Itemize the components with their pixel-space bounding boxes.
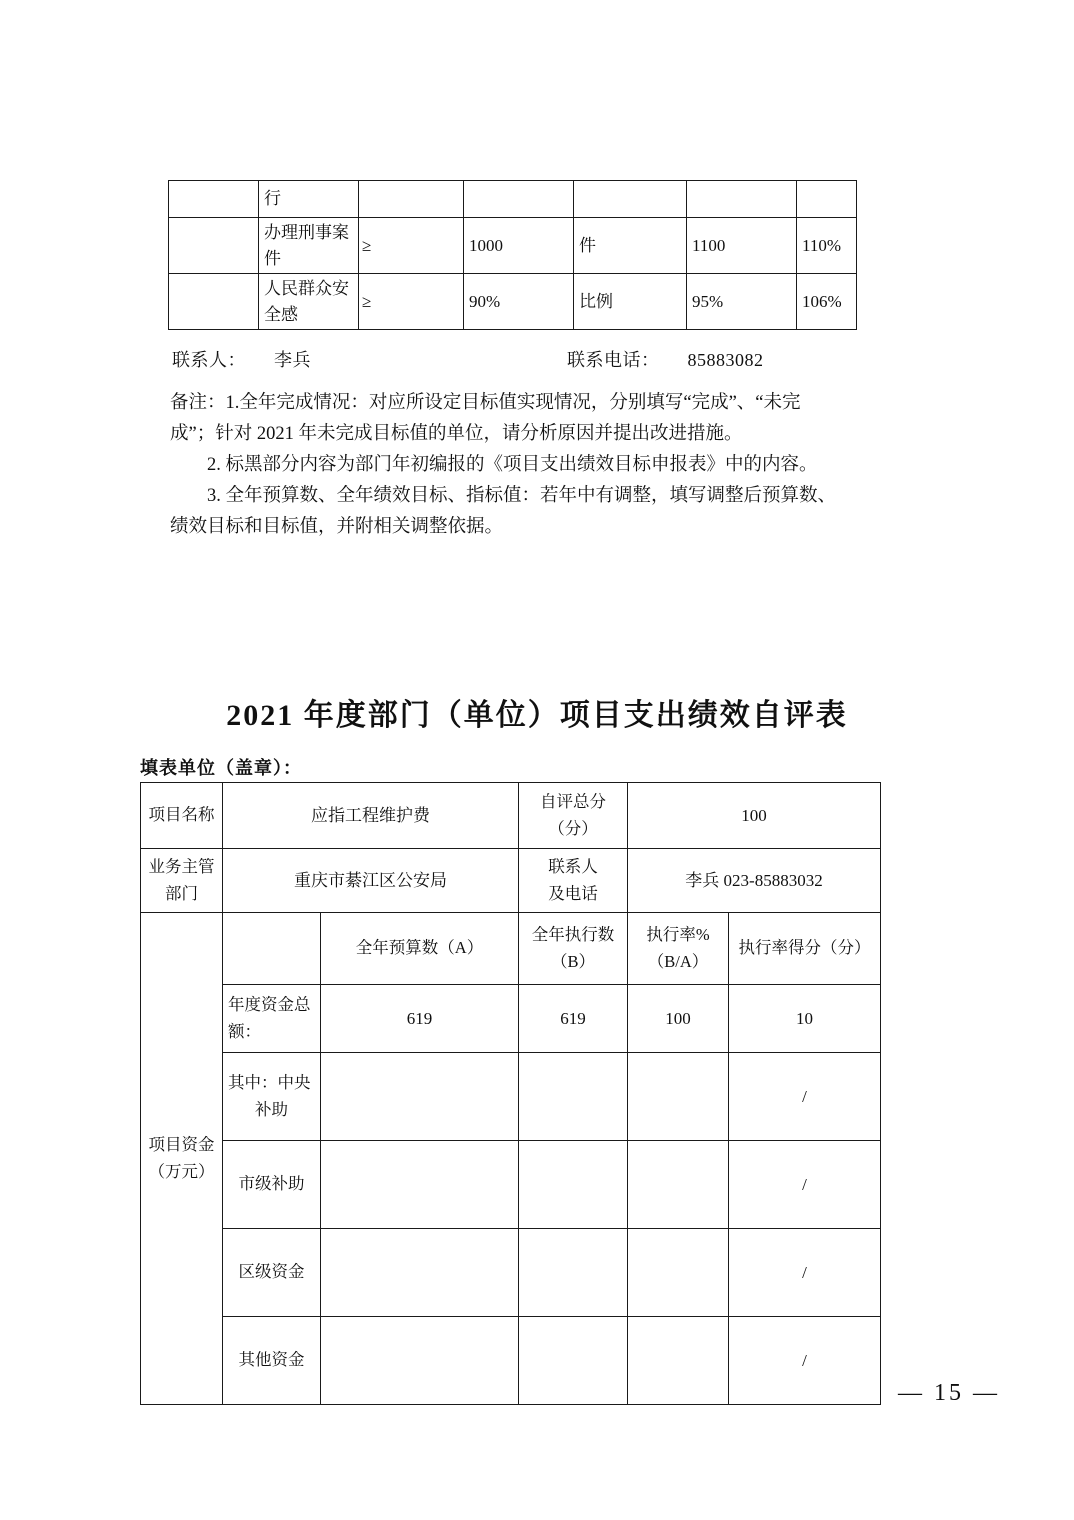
indicator-operator: [359, 181, 464, 218]
row-category-cell: [169, 181, 259, 218]
contact-phone-group: [567, 350, 764, 370]
fund-rate-value: 100: [628, 985, 729, 1053]
fund-executed-value: [519, 1229, 628, 1317]
fund-row-label-line2: 额：: [228, 1021, 261, 1041]
fund-executed-value: 619: [519, 985, 628, 1053]
column-header-executed-line2: （B）: [550, 951, 595, 971]
fund-row-label-municipal: 市级补助: [223, 1141, 321, 1229]
contact-phone-label: 联系电话：: [567, 350, 660, 370]
remarks-line-4: 3. 全年预算数、全年绩效目标、指标值：若年中有调整，填写调整后预算数、: [207, 486, 837, 506]
department-value: 重庆市綦江区公安局: [223, 849, 519, 913]
funds-label-line1: 项目资金: [148, 1135, 215, 1155]
column-header-rate-line1: 执行率%: [646, 925, 710, 945]
indicator-target: 1000: [464, 218, 574, 274]
indicator-unit: 比例: [574, 274, 687, 330]
indicator-name: 办理刑事案件: [259, 218, 359, 274]
project-self-evaluation-table: [140, 782, 881, 1405]
fund-score-value: 10: [729, 985, 881, 1053]
fund-row-label-line2: 补助: [255, 1099, 288, 1119]
fund-rate-value: [628, 1053, 729, 1141]
indicator-operator: ≥: [359, 274, 464, 330]
indicator-operator: ≥: [359, 218, 464, 274]
remarks-block: [170, 388, 886, 543]
indicator-actual: 1100: [687, 218, 797, 274]
remarks-line-5: 绩效目标和目标值，并附相关调整依据。: [170, 517, 504, 537]
page-title: 2021 年度部门（单位）项目支出绩效自评表: [226, 699, 848, 732]
fund-row-label-central: [223, 1053, 321, 1141]
contact-person-group: [172, 346, 562, 372]
indicator-rate: 110%: [797, 218, 857, 274]
table-row-annual-total: [141, 985, 881, 1053]
row-category-cell: [169, 218, 259, 274]
remarks-line-2: 成”；针对 2021 年未完成目标值的单位，请分析原因并提出改进措施。: [170, 424, 743, 444]
table-row: [169, 274, 857, 330]
fund-budget-value: [321, 1229, 519, 1317]
fund-rate-value: [628, 1141, 729, 1229]
project-name-label: 项目名称: [141, 783, 223, 849]
table-row-municipal-subsidy: [141, 1141, 881, 1229]
fund-row-label-other: 其他资金: [223, 1317, 321, 1405]
self-score-label-line1: 自评总分: [540, 792, 606, 812]
project-funds-label: [141, 913, 223, 1405]
column-header-executed-line1: 全年执行数: [531, 925, 615, 945]
indicator-actual: [687, 181, 797, 218]
self-score-value: 100: [628, 783, 881, 849]
fund-budget-value: [321, 1053, 519, 1141]
indicator-rate: [797, 181, 857, 218]
department-label-line1: 业务主管: [148, 857, 215, 877]
column-header-rate: [628, 913, 729, 985]
column-header-rate-score: 执行率得分（分）: [729, 913, 881, 985]
indicator-target: [464, 181, 574, 218]
table-row-district-funds: [141, 1229, 881, 1317]
fund-budget-value: 619: [321, 985, 519, 1053]
contact-person-value: 李兵: [274, 350, 311, 370]
column-header-rate-line2: （B/A）: [647, 951, 709, 971]
fund-executed-value: [519, 1141, 628, 1229]
fund-row-label-line1: 其中：中央: [228, 1073, 311, 1093]
self-score-label: [519, 783, 628, 849]
contact-label-line2: 及电话: [548, 883, 598, 903]
table-row-project-name: [141, 783, 881, 849]
indicator-unit: [574, 181, 687, 218]
department-label: [141, 849, 223, 913]
fund-executed-value: [519, 1053, 628, 1141]
fund-budget-value: [321, 1141, 519, 1229]
table-row-central-subsidy: [141, 1053, 881, 1141]
indicator-actual: 95%: [687, 274, 797, 330]
indicator-continuation-table: [168, 180, 857, 330]
column-header-executed: [519, 913, 628, 985]
indicator-name: 行: [259, 181, 359, 218]
fund-score-value: /: [729, 1141, 881, 1229]
contact-label-line1: 联系人: [548, 857, 598, 877]
contact-cell-label: [519, 849, 628, 913]
remarks-line-3: 2. 标黑部分内容为部门年初编报的《项目支出绩效目标申报表》中的内容。: [207, 455, 818, 475]
project-name-value: 应指工程维护费: [223, 783, 519, 849]
department-label-line2: 部门: [165, 883, 198, 903]
fund-score-value: /: [729, 1317, 881, 1405]
seal-unit-label: 填表单位（盖章）：: [140, 758, 302, 778]
fund-row-label-line1: 年度资金总: [228, 995, 311, 1015]
fund-score-value: /: [729, 1229, 881, 1317]
funds-subcategory-header: [223, 913, 321, 985]
row-category-cell: [169, 274, 259, 330]
fund-score-value: /: [729, 1053, 881, 1141]
self-score-label-line2: （分）: [548, 818, 598, 838]
contact-line: [172, 346, 872, 372]
fund-row-label-district: 区级资金: [223, 1229, 321, 1317]
fund-rate-value: [628, 1229, 729, 1317]
table-row-column-headers: [141, 913, 881, 985]
table-row: [169, 181, 857, 218]
contact-person-label: 联系人：: [172, 350, 246, 370]
column-header-budget: 全年预算数（A）: [321, 913, 519, 985]
indicator-rate: 106%: [797, 274, 857, 330]
table-row: [169, 218, 857, 274]
indicator-name: 人民群众安全感: [259, 274, 359, 330]
remarks-line-1: 备注：1.全年完成情况：对应所设定目标值实现情况，分别填写“完成”、“未完: [170, 393, 801, 413]
table-row-department: [141, 849, 881, 913]
page-number: — 15 —: [898, 1380, 1000, 1406]
contact-cell-value: 李兵 023-85883032: [628, 849, 881, 913]
indicator-unit: 件: [574, 218, 687, 274]
fund-row-label-total: [223, 985, 321, 1053]
indicator-target: 90%: [464, 274, 574, 330]
funds-label-line2: （万元）: [148, 1161, 215, 1181]
contact-phone-value: 85883082: [687, 350, 764, 370]
